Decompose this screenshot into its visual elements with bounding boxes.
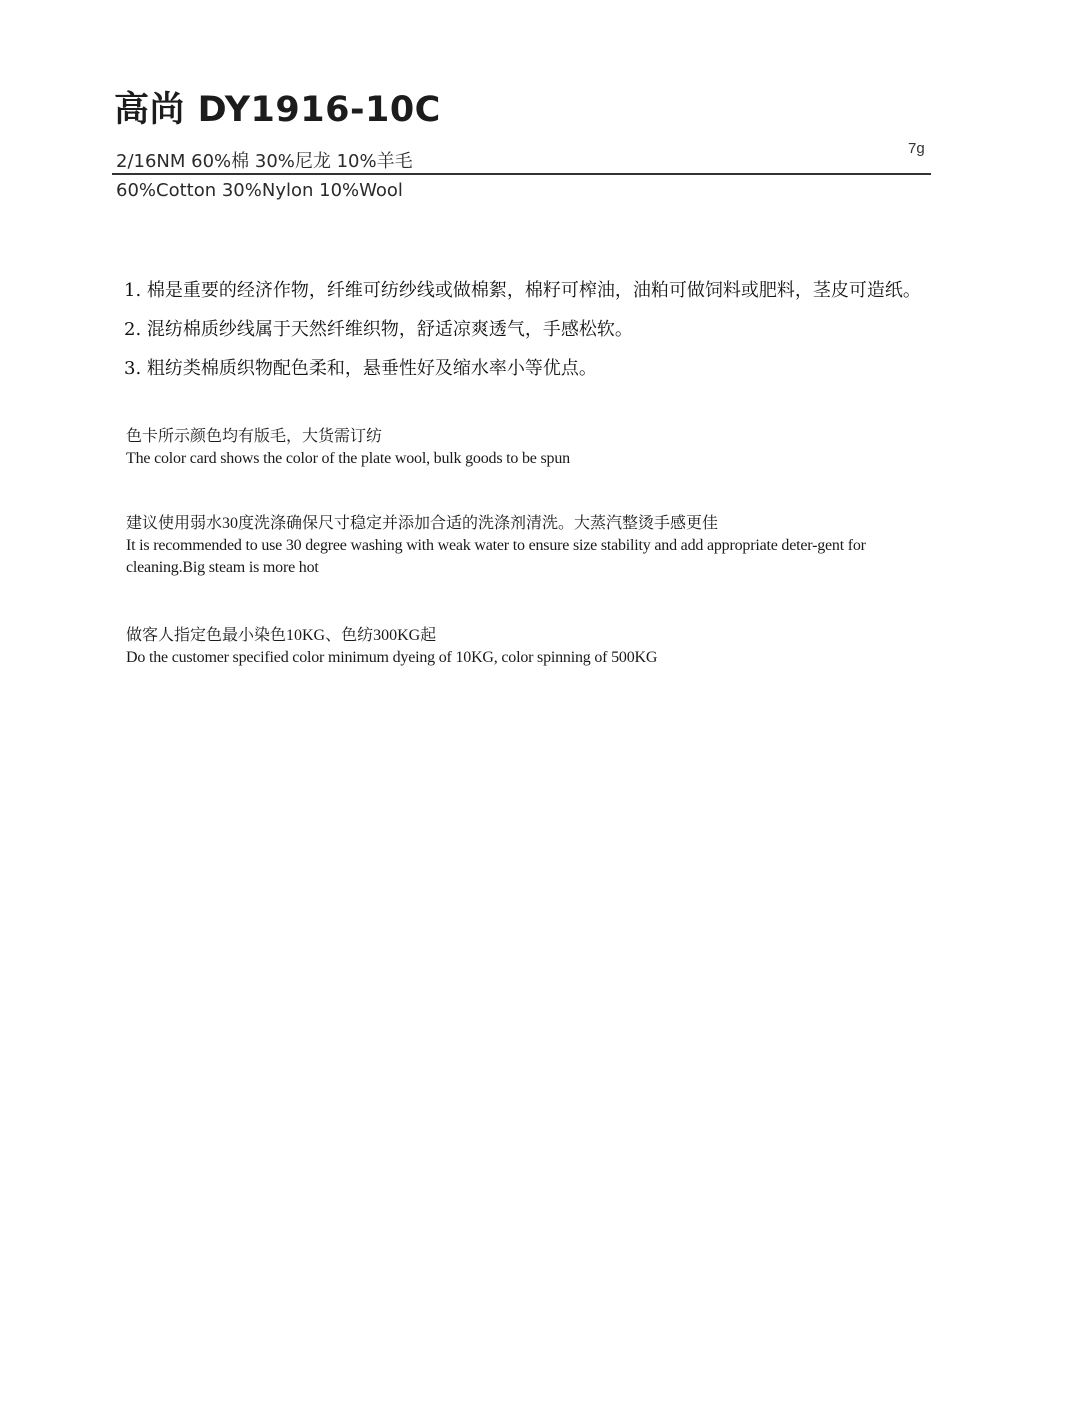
feature-item-3: 3. 粗纺类棉质织物配色柔和，悬垂性好及缩水率小等优点。 xyxy=(124,358,597,379)
feature-list xyxy=(124,281,924,398)
header-divider xyxy=(112,173,931,175)
note-plate-wool xyxy=(126,426,926,470)
product-title: 高尚 DY1916-10C xyxy=(114,90,441,130)
note-washing xyxy=(126,513,926,579)
composition-chinese: 2/16NM 60%棉 30%尼龙 10%羊毛 xyxy=(116,151,413,172)
note-chinese: 色卡所示颜色均有版毛，大货需订纺 xyxy=(126,428,383,445)
note-english: The color card shows the color of the plate wool, bulk goods to be spun xyxy=(126,450,570,467)
composition-english: 60%Cotton 30%Nylon 10%Wool xyxy=(116,180,403,201)
feature-item-2: 2. 混纺棉质纱线属于天然纤维织物，舒适凉爽透气，手感松软。 xyxy=(124,319,633,340)
note-chinese: 做客人指定色最小染色10KG、色纺300KG起 xyxy=(126,627,437,644)
note-english: Do the customer specified color minimum dyeing of 10KG, color spinning of 500KG xyxy=(126,649,658,666)
feature-item-1: 1. 棉是重要的经济作物，纤维可纺纱线或做棉絮，棉籽可榨油，油粕可做饲料或肥料，茎皮可造纸。 xyxy=(124,280,921,301)
note-minimum-order xyxy=(126,625,926,669)
note-english: It is recommended to use 30 degree washing with weak water to ensure size stability and add appropriate deter-gent for cleaning.Big steam is more hot xyxy=(126,537,866,576)
weight-label: 7g xyxy=(908,140,925,157)
note-chinese: 建议使用弱水30度洗涤确保尺寸稳定并添加合适的洗涤剂清洗。大蒸汽整烫手感更佳 xyxy=(126,515,719,532)
